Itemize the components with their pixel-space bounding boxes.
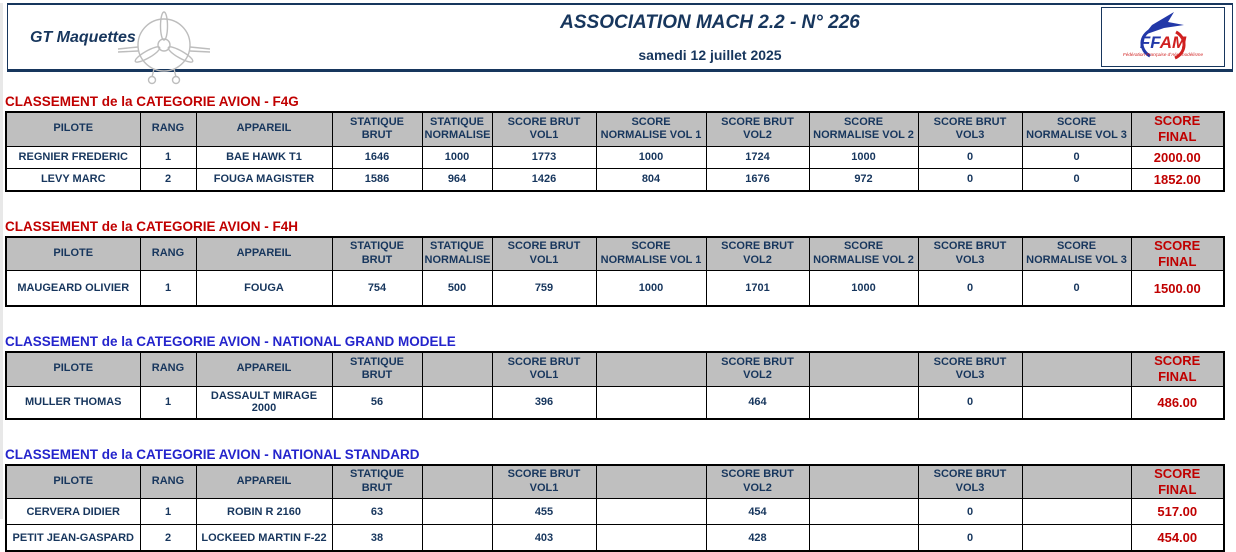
page-title: ASSOCIATION MACH 2.2 - N° 226 — [338, 12, 1082, 34]
cell: 1000 — [596, 271, 706, 307]
cell: 1 — [140, 271, 196, 307]
cell: 464 — [706, 386, 809, 419]
cell — [1022, 499, 1131, 525]
header-center — [338, 5, 1082, 69]
column-header: STATIQUE BRUT — [332, 237, 422, 271]
cell: 972 — [809, 168, 918, 191]
column-header: PILOTE — [6, 465, 140, 499]
column-header: STATIQUE NORMALISE — [422, 112, 492, 146]
column-header: SCORE BRUT VOL1 — [492, 237, 596, 271]
cell: LOCKEED MARTIN F-22 — [196, 525, 332, 552]
gt-maquettes-logo — [8, 5, 338, 69]
cell: 1586 — [332, 168, 422, 191]
column-header: SCORE FINAL — [1131, 465, 1224, 499]
cell: 1426 — [492, 168, 596, 191]
cell: 500 — [422, 271, 492, 307]
cell: 403 — [492, 525, 596, 552]
cell: REGNIER FREDERIC — [6, 146, 140, 168]
results-page — [0, 3, 1236, 552]
table-row — [6, 499, 1224, 525]
cell: 1000 — [809, 271, 918, 307]
header-row — [6, 352, 1224, 386]
cell — [1022, 386, 1131, 419]
column-header — [596, 465, 706, 499]
cell: 2 — [140, 168, 196, 191]
cell — [809, 525, 918, 552]
column-header — [596, 352, 706, 386]
header-band — [7, 3, 1233, 72]
table-row — [6, 168, 1224, 191]
column-header — [422, 465, 492, 499]
header-row — [6, 237, 1224, 271]
cell: 454.00 — [1131, 525, 1224, 552]
column-header: SCORE NORMALISE VOL 3 — [1022, 112, 1131, 146]
svg-text:Fédération Française d'Aéromod: Fédération Française d'Aéromodélisme — [1123, 52, 1203, 57]
cell: 2000.00 — [1131, 146, 1224, 168]
cell: 454 — [706, 499, 809, 525]
cell: 759 — [492, 271, 596, 307]
svg-text:FFAM: FFAM — [1140, 33, 1187, 52]
column-header: SCORE FINAL — [1131, 237, 1224, 271]
ffam-logo — [1101, 7, 1225, 67]
cell: 0 — [918, 386, 1022, 419]
section-title-national-standard: CLASSEMENT de la CATEGORIE AVION - NATIONAL STANDARD — [5, 447, 1236, 462]
cell: LEVY MARC — [6, 168, 140, 191]
column-header — [422, 352, 492, 386]
column-header: SCORE BRUT VOL3 — [918, 237, 1022, 271]
cell: 1000 — [809, 146, 918, 168]
header-row — [6, 112, 1224, 146]
cell: MAUGEARD OLIVIER — [6, 271, 140, 307]
cell: 1773 — [492, 146, 596, 168]
cell: 1500.00 — [1131, 271, 1224, 307]
table-row — [6, 525, 1224, 552]
column-header — [809, 352, 918, 386]
cell: DASSAULT MIRAGE 2000 — [196, 386, 332, 419]
cell: ROBIN R 2160 — [196, 499, 332, 525]
cell: 0 — [1022, 271, 1131, 307]
column-header: SCORE BRUT VOL3 — [918, 465, 1022, 499]
cell — [809, 386, 918, 419]
table-row — [6, 271, 1224, 307]
cell: 1 — [140, 499, 196, 525]
column-header: SCORE BRUT VOL2 — [706, 237, 809, 271]
cell — [809, 499, 918, 525]
column-header: STATIQUE BRUT — [332, 465, 422, 499]
column-header: STATIQUE BRUT — [332, 352, 422, 386]
cell: 56 — [332, 386, 422, 419]
column-header: STATIQUE BRUT — [332, 112, 422, 146]
column-header: SCORE BRUT VOL3 — [918, 112, 1022, 146]
cell: 0 — [918, 499, 1022, 525]
column-header: SCORE NORMALISE VOL 1 — [596, 237, 706, 271]
column-header — [1022, 465, 1131, 499]
cell: 2 — [140, 525, 196, 552]
header-right — [1082, 5, 1232, 69]
column-header: APPAREIL — [196, 465, 332, 499]
date-label: samedi 12 juillet 2025 — [338, 47, 1082, 63]
gt-maquettes-logo-text: GT Maquettes — [30, 29, 136, 47]
header-row — [6, 465, 1224, 499]
cell — [596, 525, 706, 552]
column-header: SCORE BRUT VOL2 — [706, 465, 809, 499]
cell: MULLER THOMAS — [6, 386, 140, 419]
cell: PETIT JEAN-GASPARD — [6, 525, 140, 552]
cell: 486.00 — [1131, 386, 1224, 419]
classement-table-f4g — [5, 111, 1225, 192]
cell: 804 — [596, 168, 706, 191]
cell: 0 — [1022, 168, 1131, 191]
column-header: SCORE NORMALISE VOL 1 — [596, 112, 706, 146]
cell — [422, 499, 492, 525]
column-header: APPAREIL — [196, 112, 332, 146]
column-header: RANG — [140, 237, 196, 271]
column-header: SCORE BRUT VOL2 — [706, 112, 809, 146]
column-header: PILOTE — [6, 352, 140, 386]
section-title-f4h: CLASSEMENT de la CATEGORIE AVION - F4H — [5, 219, 1236, 234]
table-row — [6, 146, 1224, 168]
cell: FOUGA MAGISTER — [196, 168, 332, 191]
cell: 754 — [332, 271, 422, 307]
cell: 1646 — [332, 146, 422, 168]
column-header: RANG — [140, 465, 196, 499]
section-title-national-grand-modele: CLASSEMENT de la CATEGORIE AVION - NATIONAL GRAND MODELE — [5, 334, 1236, 349]
cell: 1852.00 — [1131, 168, 1224, 191]
cell: 63 — [332, 499, 422, 525]
column-header: SCORE FINAL — [1131, 352, 1224, 386]
column-header: PILOTE — [6, 237, 140, 271]
cell — [422, 386, 492, 419]
column-header: SCORE BRUT VOL1 — [492, 112, 596, 146]
cell: 964 — [422, 168, 492, 191]
cell — [422, 525, 492, 552]
cell: BAE HAWK T1 — [196, 146, 332, 168]
cell: 455 — [492, 499, 596, 525]
column-header: SCORE NORMALISE VOL 3 — [1022, 237, 1131, 271]
classement-table-f4h — [5, 236, 1225, 308]
cell: 1701 — [706, 271, 809, 307]
cell: 0 — [918, 525, 1022, 552]
classement-table-national-standard — [5, 464, 1225, 552]
column-header: SCORE FINAL — [1131, 112, 1224, 146]
column-header: RANG — [140, 112, 196, 146]
table-row — [6, 386, 1224, 419]
column-header: RANG — [140, 352, 196, 386]
classement-table-national-grand-modele — [5, 351, 1225, 420]
cell: 0 — [918, 168, 1022, 191]
column-header: STATIQUE NORMALISE — [422, 237, 492, 271]
column-header: SCORE BRUT VOL1 — [492, 352, 596, 386]
column-header: SCORE NORMALISE VOL 2 — [809, 237, 918, 271]
cell: CERVERA DIDIER — [6, 499, 140, 525]
gt-maquettes-plane-icon — [116, 7, 212, 87]
column-header: SCORE BRUT VOL2 — [706, 352, 809, 386]
cell — [596, 386, 706, 419]
cell: FOUGA — [196, 271, 332, 307]
cell: 1000 — [422, 146, 492, 168]
cell: 1 — [140, 146, 196, 168]
cell: 1000 — [596, 146, 706, 168]
cell: 396 — [492, 386, 596, 419]
cell: 1676 — [706, 168, 809, 191]
cell — [596, 499, 706, 525]
cell: 38 — [332, 525, 422, 552]
column-header — [809, 465, 918, 499]
ffam-logo-icon — [1118, 10, 1208, 64]
column-header — [1022, 352, 1131, 386]
cell: 0 — [918, 146, 1022, 168]
column-header: SCORE BRUT VOL1 — [492, 465, 596, 499]
cell — [1022, 525, 1131, 552]
section-title-f4g: CLASSEMENT de la CATEGORIE AVION - F4G — [5, 94, 1236, 109]
cell: 0 — [1022, 146, 1131, 168]
cell: 428 — [706, 525, 809, 552]
cell: 517.00 — [1131, 499, 1224, 525]
cell: 0 — [918, 271, 1022, 307]
cell: 1 — [140, 386, 196, 419]
cell: 1724 — [706, 146, 809, 168]
column-header: SCORE BRUT VOL3 — [918, 352, 1022, 386]
column-header: PILOTE — [6, 112, 140, 146]
column-header: APPAREIL — [196, 237, 332, 271]
column-header: APPAREIL — [196, 352, 332, 386]
column-header: SCORE NORMALISE VOL 2 — [809, 112, 918, 146]
